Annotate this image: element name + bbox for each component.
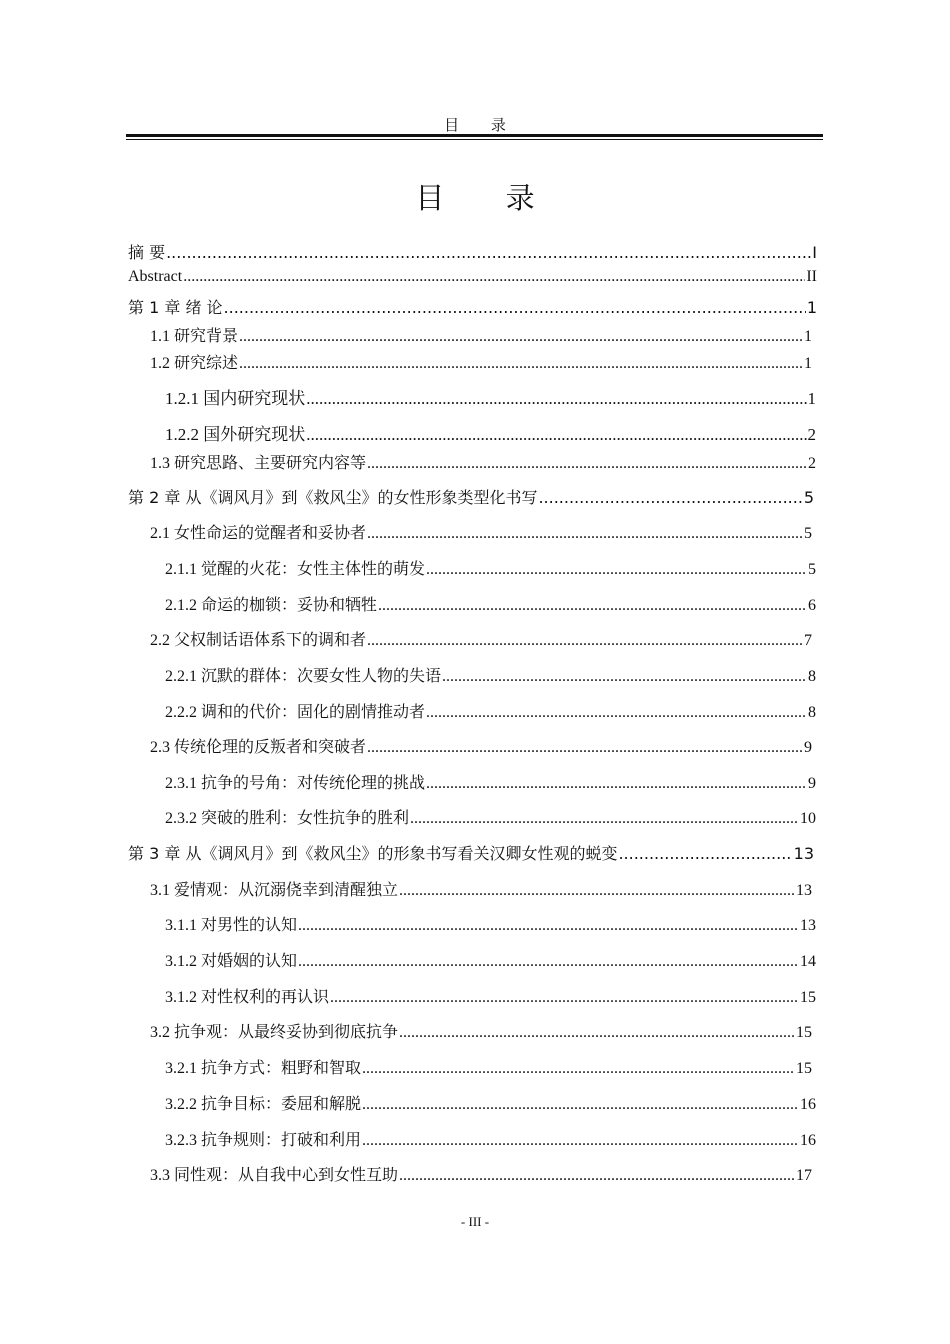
toc-leader [410,810,799,828]
toc-entry-page: 13 [800,917,816,934]
toc-entry-page: 5 [803,488,814,507]
toc-entry[interactable] [128,240,817,263]
toc-entry-label: 2.2.2 调和的代价：固化的剧情推动者 [165,704,426,721]
toc-entry-page: I [812,243,817,262]
toc-leader [362,1060,795,1078]
toc-entry-label: 1.1 研究背景 [150,328,239,345]
toc-entry[interactable] [150,877,812,900]
toc-entry-page: II [806,268,817,285]
toc-leader [306,425,806,445]
toc-entry-label: 2.3.1 抗争的号角：对传统伦理的挑战 [165,775,426,792]
toc-entry[interactable] [165,556,816,579]
toc-entry-page: 2 [808,455,816,472]
toc-leader [367,632,803,650]
toc-entry-label: 3.2 抗争观：从最终妥协到彻底抗争 [150,1024,399,1041]
toc-entry-page: 5 [804,525,812,542]
toc-leader [538,488,802,507]
toc-entry-page: 10 [800,810,816,827]
toc-entry-label: 2.1 女性命运的觉醒者和妥协者 [150,525,367,542]
toc-entry-page: 1 [807,389,816,408]
toc-entry-label: 第 3 章 从《调风月》到《救风尘》的形象书写看关汉卿女性观的蜕变 [128,844,618,863]
toc-entry-label: 1.2 研究综述 [150,355,239,372]
toc-entry-page: 13 [796,882,812,899]
toc-entry-label: 2.2 父权制话语体系下的调和者 [150,632,367,649]
toc-leader [298,917,799,935]
toc-entry[interactable] [150,734,812,757]
toc-leader [367,739,803,757]
toc-leader [183,268,805,286]
toc-entry-label: 3.1.2 对婚姻的认知 [165,953,298,970]
toc-leader [362,1132,799,1150]
toc-entry-label: 摘 要 [128,243,166,262]
toc-leader [362,1096,799,1114]
toc-leader [426,561,807,579]
toc-entry-page: 16 [800,1096,816,1113]
toc-entry-label: 2.1.1 觉醒的火花：女性主体性的萌发 [165,561,426,578]
toc-entry-page: 2 [807,425,816,444]
toc-entry[interactable] [165,663,816,686]
toc-entry[interactable] [165,805,816,828]
toc-entry-page: 7 [804,632,812,649]
toc-entry-page: 1 [806,298,817,317]
toc-entry[interactable] [150,323,812,346]
toc-entry[interactable] [165,699,816,722]
toc-entry[interactable] [150,350,812,373]
toc-entry-label: 第 1 章 绪 论 [128,298,223,317]
toc-entry-page: 15 [800,989,816,1006]
toc-entry-label: 3.2.2 抗争目标：委屈和解脱 [165,1096,362,1113]
toc-entry[interactable] [165,912,816,935]
toc-leader [378,597,807,615]
toc-entry-page: 8 [808,668,816,685]
toc-entry-page: 17 [796,1167,812,1184]
toc-leader [442,668,807,686]
toc-leader [306,389,806,409]
toc-entry[interactable] [128,485,814,508]
toc-entry-page: 5 [808,561,816,578]
toc-entry-label: 1.2.2 国外研究现状 [165,425,306,444]
toc-leader [224,298,806,317]
toc-entry[interactable] [128,268,817,286]
toc-leader [426,775,807,793]
toc-leader [399,1167,795,1185]
toc-leader [239,328,803,346]
toc-entry-label: 3.1 爱情观：从沉溺侥幸到清醒独立 [150,882,399,899]
toc-entry-page: 8 [808,704,816,721]
toc-entry-page: 9 [804,739,812,756]
toc-entry-label: 1.2.1 国内研究现状 [165,389,306,408]
toc-entry-label: 3.3 同性观：从自我中心到女性互助 [150,1167,399,1184]
toc-entry-label: 2.1.2 命运的枷锁：妥协和牺牲 [165,597,378,614]
toc-entry-label: 3.1.1 对男性的认知 [165,917,298,934]
toc-entry[interactable] [165,948,816,971]
toc-entry-page: 14 [800,953,816,970]
toc-entry[interactable] [150,520,812,543]
toc-leader [399,882,795,900]
toc-leader [330,989,799,1007]
toc-entry[interactable] [165,1055,812,1078]
toc-entry-label: 第 2 章 从《调风月》到《救风尘》的女性形象类型化书写 [128,488,538,507]
toc-entry-page: 13 [793,844,814,863]
toc-entry-page: 15 [796,1060,812,1077]
toc-leader [399,1024,795,1042]
toc-entry-page: 1 [804,328,812,345]
toc-entry[interactable] [165,770,816,793]
toc-entry[interactable] [165,1127,816,1150]
toc-entry-label: 2.2.1 沉默的群体：次要女性人物的失语 [165,668,442,685]
toc-entry[interactable] [150,1162,812,1185]
toc-entry[interactable] [165,1091,816,1114]
running-header: 目 录 [444,118,520,134]
toc-entry-label: 3.2.3 抗争规则：打破和利用 [165,1132,362,1149]
toc-entry[interactable] [128,841,814,864]
toc-entry[interactable] [150,627,812,650]
toc-leader [618,844,792,863]
page-number: - III - [460,1214,490,1229]
toc-entry-page: 1 [804,355,812,372]
toc-title: 目 录 [415,181,561,215]
toc-entry-page: 16 [800,1132,816,1149]
toc-leader [166,243,811,262]
toc-entry-label: 3.1.2 对性权利的再认识 [165,989,330,1006]
toc-entry[interactable] [165,592,816,615]
toc-entry[interactable] [165,384,816,409]
toc-entry[interactable] [150,1019,812,1042]
toc-entry-page: 15 [796,1024,812,1041]
toc-entry[interactable] [128,295,817,318]
toc-entry[interactable] [150,450,816,473]
toc-leader [367,455,807,473]
toc-entry-label: 2.3 传统伦理的反叛者和突破者 [150,739,367,756]
toc-entry[interactable] [165,984,816,1007]
toc-entry-page: 6 [808,597,816,614]
toc-entry-label: Abstract [128,268,183,285]
toc-leader [298,953,799,971]
toc-entry-label: 1.3 研究思路、主要研究内容等 [150,455,367,472]
toc-leader [426,704,807,722]
toc-leader [367,525,803,543]
toc-entry-label: 3.2.1 抗争方式：粗野和智取 [165,1060,362,1077]
toc-entry[interactable] [165,420,816,445]
toc-leader [239,355,803,373]
toc-entry-page: 9 [808,775,816,792]
toc-entry-label: 2.3.2 突破的胜利：女性抗争的胜利 [165,810,410,827]
